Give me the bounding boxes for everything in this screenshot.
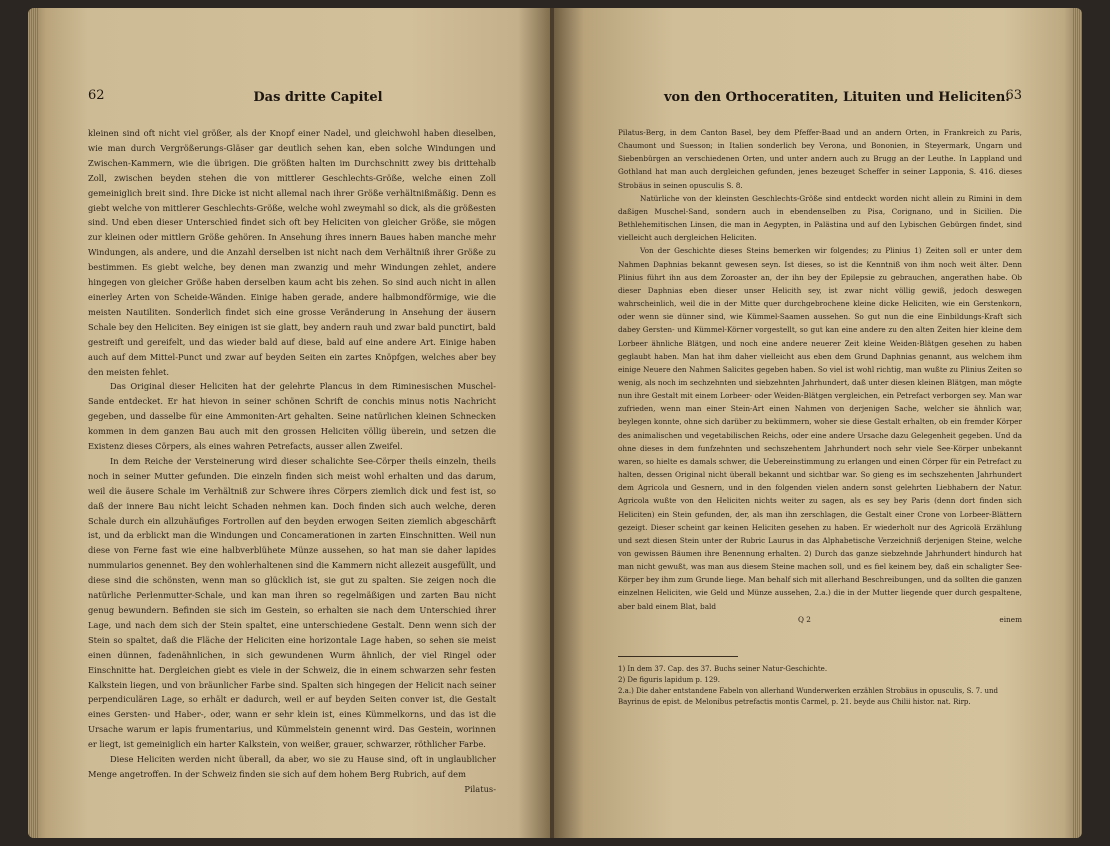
footnote-rule — [618, 656, 738, 657]
open-book — [28, 8, 1082, 838]
footnote: 1) In dem 37. Cap. des 37. Buchs seiner Natur-Geschichte. — [618, 665, 828, 673]
body-text — [618, 126, 1022, 627]
body-text — [88, 126, 496, 797]
right-page-edge — [1072, 8, 1082, 838]
paragraph: kleinen sind oft nicht viel größer, als der Knopf einer Nadel, und gleichwohl haben dieselben, wie man durch Vergrößerungs-Gläser gar deutlich sehen kan, eben solche Windungen und Zwischen-Kammern, wie die übrigen. Die größten halten im Durchschnitt zwey bis drittehalb Zoll, zwischen beyden stehen die von mittlerer Geschlechts-Größe, welche einen Zoll gemeiniglich breit sind. Ihre Dicke ist nicht allemal nach ihrer Größe verhältnißmäßig. Denn es giebt welche von mittlerer Geschlechts-Größe, welche wohl zweymahl so dick, als die größesten sind. Und eben dieser Unterschied findet sich oft bey Heliciten von gleicher Größe, sie mögen zur kleinen oder mittlern Größe gehören. In Ansehung ihres innern Baues haben manche mehr Windungen, als andere, und die Anzahl derselben ist nicht nach dem Verhältniß ihrer Größe zu bestimmen. Es giebt welche, bey denen man zwanzig und mehr Windungen zehlet, andere hingegen von gleicher Größe haben derselben kaum acht bis zehen. So sind auch nicht in allen einerley Arten von Scheide-Wänden. Einige haben gerade, andere halbmondförmige, wie die meisten Nautiliten. Sonderlich findet sich eine grosse Veränderung in Ansehung der äusern Schale bey den Heliciten. Bey einigen ist sie glatt, bey andern rauh und zwar bald punctirt, bald gestreift und gereifelt, und das wieder bald auf diese, bald auf eine andere Art. Einige haben auch auf dem Mittel-Punct und zwar auf beyden Seiten ein zartes Knöpfgen, welches aber bey den meisten fehlet. — [88, 128, 496, 377]
footnote: 2) De figuris lapidum p. 129. — [618, 676, 720, 684]
paragraph: In dem Reiche der Versteinerung wird dieser schalichte See-Cörper theils einzeln, theils noch in seiner Mutter gefunden. Die einzeln finden sich meist wohl erhalten und das darum, weil die äusere Schale im Verhältniß zur Schwere ihres Cörpers ziemlich dick und fest ist, so daß der innere Bau nicht leicht Schaden nehmen kan. Doch finden sich auch welche, deren Schale durch ein allzuhäufiges Fortrollen auf den beyden erwogen Seiten ziemlich abgeschärft ist, und da erblickt man die Windungen und Concamerationen in zarten Einschnitten. Weil nun diese von Ferne fast wie eine halbverblühete Münze aussehen, so hat man sie daher lapides nummularios genennet. Bey den wohlerhaltenen sind die Kammern nicht allezeit ausgefüllt, und diese sind die schönsten, wenn man so glücklich ist, sie gut zu spalten. Sie zeigen noch die natürliche Perlenmutter-Schale, und kan man ihren so regelmäßigen und zarten Bau nicht genug bewundern. Befinden sie sich im Gestein, so erhalten sie nach dem Unterschied ihrer Lage, und nach dem sich der Stein spaltet, eine unterschiedene Gestalt. Denn wenn sich der Stein so spaltet, daß die Fläche der Heliciten eine horizontale Lage haben, so sehen sie meist einen dünnen, fadenähnlichen, in sich gewundenen Wurm ähnlich, der viel Ringel oder Einschnitte hat. Dergleichen giebt es viele in der Schweiz, die in einem schwarzen sehr festen Kalkstein liegen, und von bräunlicher Farbe sind. Spalten sich hingegen der Helicit nach seiner perpendiculären Lage, so erhält er dadurch, weil er auf beyden Seiten conver ist, die Gestalt eines Gersten- und Haber-, oder, wann er sehr klein ist, eines Kümmelkorns, und das ist die Ursache warum er lapis frumentarius, und Kümmelstein genennt wird. Das Gestein, worinnen er liegt, ist gemeiniglich ein harter Kalkstein, von weißer, grauer, schwarzer, röthlicher Farbe. — [88, 455, 496, 750]
footnote: 2.a.) Die daher entstandene Fabeln von allerhand Wunderwerken erzählen Strobäus in opusculis, S. 7. und Bayrinus de epist. de Melonibus petrefactis montis Carmel, p. 21. beyde aus Chilii histor. nat. Rirp. — [618, 687, 998, 706]
left-page-edge — [28, 8, 38, 838]
running-head: Das dritte Capitel — [253, 90, 383, 105]
catchword: einem — [999, 614, 1022, 624]
paragraph: Natürliche von der kleinsten Geschlechts-Größe sind entdeckt worden nicht allein zu Rimini in dem daßigen Muschel-Sand, sondern auch in ebendenselben zu Pisa, Corignano, und in Sicilien. Die Bethlehemitischen Linsen, die man in Aegypten, in Palästina und auf den Lybischen Gebürgen findet, sind vielleicht auch dergleichen Heliciten. — [618, 193, 1022, 243]
paragraph: Pilatus-Berg, in dem Canton Basel, bey dem Pfeffer-Baad und an andern Orten, in Frankreich zu Paris, Chaumont und Suesson; in Italien sonderlich bey Verona, und Bononien, in Steyermark, Ungarn und Siebenbürgen an verschiedenen Orten, und unter andern auch zu Brugg an der Leuthe. In Lappland und Gothland hat man auch dergleichen gefunden, jenes bezeuget Scheffer in seiner Lapponia, S. 416. dieses Strobäus in seinen opusculis S. 8. — [618, 128, 1022, 190]
paragraph: Von der Geschichte dieses Steins bemerken wir folgendes; zu Plinius 1) Zeiten soll er unter dem Nahmen Daphnias bekannt gewesen seyn. Ist dieses, so ist die Kenntniß von ihm noch weit älter. Denn Plinius führt ihn aus dem Zoroaster an, der ihn bey der Epilepsie zu gebrauchen, angerathen habe. Ob dieser Daphnias eben dieser unser Helicith sey, ist zwar nicht völlig gewiß, jedoch deswegen wahrscheinlich, weil die in der Mitte quer durchgebrochene kleine dicke Heliciten, wie ein Gerstenkorn, oder wenn sie dünner sind, wie Kümmel-Saamen aussehen. So gut nun die eine Einbildungs-Kraft sich dabey Gersten- und Kümmel-Körner vorgestellt, so gut kan eine andere zu den alten Zeiten hier kleine dem Lorbeer ähnliche Blätgen, und noch eine andere neuerer Zeit kleine Weiden-Blätgen gesehen zu haben geglaubt haben. Man hat ihm daher vielleicht aus eben dem Grund Daphnias genannt, aus welchem ihm einige Neuere den Nahmen Salicites gegeben haben. So viel ist wohl richtig, man wußte zu Plinius Zeiten so wenig, als noch im sechzehnten und siebzehnten Jahrhundert, daß unter diesen kleinen Blätgen, man mögte nun ihre Gestalt mit einem Lorbeer- oder Weiden-Blätgen vergleichen, ein Petrefact verborgen sey. Man war zufrieden, wenn man einer Stein-Art einen Nahmen von derjenigen Sache, welcher sie ähnlich war, beylegen konnte, ohne sich darüber zu bekümmern, woher sie diese Gestalt erhalten, ob ein fremder Körper des animalischen und vegetabilischen Reichs, oder eine andere Ursache dazu Gelegenheit gegeben. Und da ohne dieses in dem funfzehnten und sechszehentem Jahrhundert noch sehr viele See-Körper unbekannt waren, so hielte es damals schwer, die Uebereinstimmung zu erlangen und einen Cörper für ein Petrefact zu halten, dessen Original nicht überall bekannt und sichtbar war. So gieng es im sechszehenten Jahrhundert dem Agricola und Gesnern, und in den folgenden vielen andern sonst gelehrten Liebhabern der Natur. Agricola wußte von den Heliciten nichts weiter zu sagen, als es sey bey Paris (denn dort finden sich Heliciten) ein Stein gefunden, der, als man ihn zerschlagen, die Gestalt einer Crone von Lorbeer-Blättern gezeigt. Dieser scheint gar keinen Heliciten gesehen zu haben. Er wiederholt nur des Agricolä Erzählung und sezt diesen Stein unter der Rubric Laurus in das Alphabetische Verzeichniß derjenigen Steine, welche von gewissen Bäumen ihre Benennung erhalten. 2) Durch das ganze siebzehnde Jahrhundert hindurch hat man nicht gewußt, was man aus diesem Steine machen soll, und es fiel keinem bey, daß ein schaligter See-Körper bey ihm zum Grunde liege. Man behalf sich mit allerhand Beschreibungen, und da sollten die ganzen einzelnen Heliciten, wie Geld und Münze aussehen, 2.a.) die in der Mutter liegende quer durch gespaltene, aber bald einem Blat, bald — [618, 246, 1022, 611]
signature-mark: Q 2 — [798, 614, 811, 624]
page-number: 62 — [88, 88, 105, 103]
catchword: Pilatus- — [464, 783, 496, 794]
paragraph: Diese Heliciten werden nicht überall, da aber, wo sie zu Hause sind, oft in unglaublicher Menge angetroffen. In der Schweiz finden sie sich auf dem hohem Berg Rubrich, auf dem — [88, 754, 496, 779]
running-head: von den Orthoceratiten, Lituiten und Heliciten. — [664, 90, 1010, 105]
page-number: 63 — [1005, 88, 1022, 103]
footnotes — [618, 664, 1022, 708]
right-page — [554, 8, 1082, 838]
paragraph: Das Original dieser Heliciten hat der gelehrte Plancus in dem Riminesischen Muschel-Sande entdecket. Er hat hievon in seiner schönen Schrift de conchis minus notis Nachricht gegeben, und dasselbe für eine Ammoniten-Art gehalten. Seine natürlichen kleinen Schnecken kommen in dem ganzen Bau auch mit den grossen Heliciten völlig überein, und setzen die Existenz dieses Cörpers, als eines wahren Petrefacts, ausser allen Zweifel. — [88, 381, 496, 452]
left-page — [28, 8, 552, 838]
